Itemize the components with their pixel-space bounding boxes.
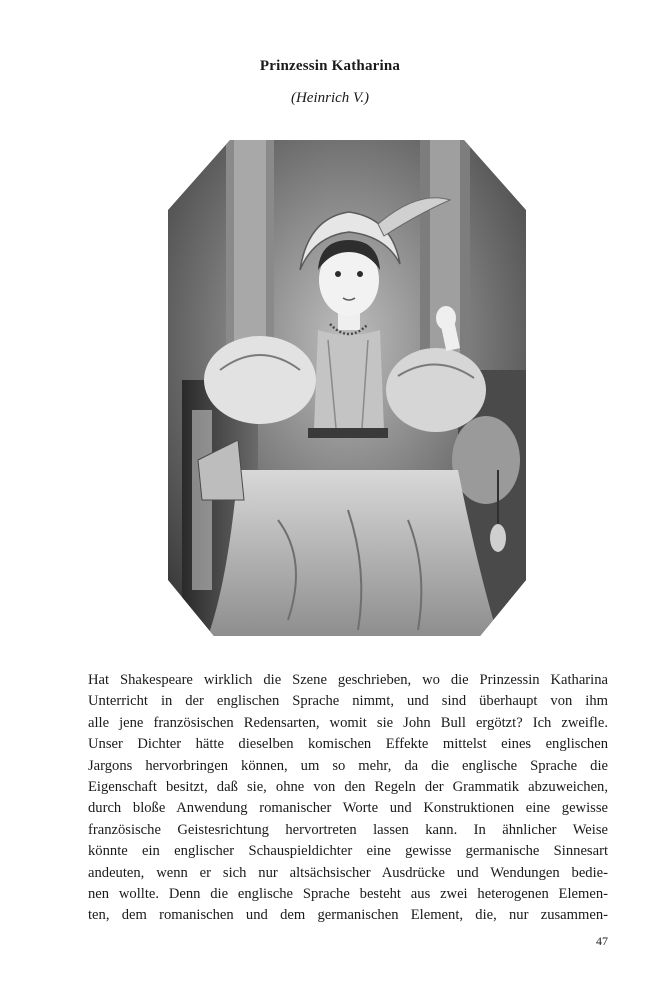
- text-line: könnte ein englischer Schauspieldichter eine gewisse germanische Sinnesart: [88, 843, 608, 860]
- page-title: Prinzessin Katharina: [259, 58, 401, 74]
- body-paragraph: [88, 670, 608, 927]
- text-line: Eigenschaft besitzt, daß sie, ohne von den Regeln der Grammatik abzuweichen,: [88, 778, 608, 795]
- text-line: Hat Shakespeare wirklich die Szene geschrieben, wo die Prinzessin Katharina: [88, 672, 608, 688]
- text-line: andeuten, wenn er sich nur altsächsischer Ausdrücke und Wendungen bedie-: [88, 864, 608, 881]
- text-line: Unterricht in der englischen Sprache nimmt, und sind überhaupt von ihm: [88, 693, 608, 710]
- text-line: nen wollte. Denn die englische Sprache besteht aus zwei heterogenen Elemen-: [88, 885, 608, 902]
- text-line: durch bloße Anwendung romanischer Worte und Konstruktionen eine gewisse: [88, 800, 608, 817]
- portrait-illustration: [168, 140, 526, 636]
- text-line: Jargons hervorbringen können, um so mehr, da die englische Sprache die: [88, 757, 608, 774]
- text-line: französische Geistesrichtung hervortreten lassen kann. In ähnlicher Weise: [88, 821, 608, 838]
- text-line: Unser Dichter hätte dieselben komischen Effekte mittelst eines englischen: [88, 736, 608, 753]
- page-subtitle: (Heinrich V.): [290, 90, 370, 106]
- portrait-engraving: [168, 140, 526, 636]
- text-line: alle jene französischen Redensarten, womit sie John Bull ergötzt? Ich zweifle.: [88, 714, 608, 731]
- text-line: ten, dem romanischen und dem germanischen Element, die, nur zusammen-: [88, 907, 608, 924]
- page-number: 47: [596, 934, 608, 948]
